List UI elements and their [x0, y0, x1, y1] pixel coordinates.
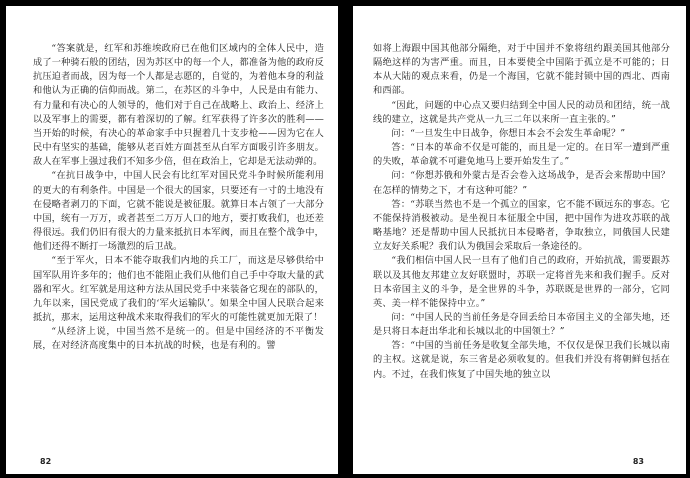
paragraph: “答案就是，红军和苏维埃政府已在他们区域内的全体人民中，造成了一种骑石般的团结，因为苏区中的每一个人，都准备为他的政府反抗压迫者而战，因为每一个人都是志愿的，自觉的，为着他本身的利益和他认为正确的信仰而战。第二，在苏区的斗争中，人民是由有能力、有力量和有决心的人领导的，他们对于自己在战略上、政治上、经济上以及军事上的需要，都有着深切的了解。红军获得了许多次的胜利——当开始的时候，有决心的革命家手中只握着几十支步枪——因为它在人民中有坚实的基础，能够从老百姓方面甚至从白军方面吸引许多朋友。敌人在军事上强过我们不知多少倍，但在政治上，它却是无法动弹的。	[33, 43, 324, 168]
paragraph: “我们相信中国人民一旦有了他们自己的政府，开始抗战，需要跟苏联以及其他友邦建立友好联盟时，苏联一定将首先来和我们握手。反对日本帝国主义的斗争，是全世界的斗争，苏联既是世界的一部分，它同英、美一样不能保持中立。”	[373, 255, 670, 309]
paragraph: “至于军火，日本不能夺取我们内地的兵工厂，而这是尽够供给中国军队用许多年的；他们也不能阻止我们从他们自己手中夺取大量的武器和军火。红军就是用这种方法从国民党手中来装备它现在的部队的，九年以来，国民党成了我们的‘军火运输队’。如果全中国人民联合起来抵抗，那末，运用这种战术来取得我们的军火的可能性就更加无限了！	[33, 255, 324, 323]
paragraph: 问：“中国人民的当前任务是夺回丢给日本帝国主义的全部失地，还是只将日本赶出华北和长城以北的中国领土？”	[373, 311, 670, 338]
paragraph: “从经济上说，中国当然不是统一的。但是中国经济的不平衡发展，在对经济高度集中的日本抗战的时候，也是有利的。譬	[33, 326, 324, 352]
paragraph: 如将上海跟中国其他部分隔绝，对于中国并不象将纽约跟美国其他部分隔绝这样的为害严重。而且，日本要使全中国陷于孤立是不可能的；日本从大陆的观点来看，仍是一个海国，它就不能封锁中国的西北、西南和西部。	[373, 43, 670, 97]
paragraph: 答：“日本的革命不仅是可能的，而且是一定的。在日军一遭到严重的失败，革命就不可避免地马上要开始发生了。”	[373, 142, 670, 168]
page-number: 82	[40, 457, 52, 466]
left-page	[6, 6, 338, 474]
paragraph: 答：“苏联当然也不是一个孤立的国家，它不能不顾远东的事态。它不能保持消极被动。是坐视日本征服全中国，把中国作为进攻苏联的战略基地？还是帮助中国人民抵抗日本侵略者，争取独立，同俄国人民建立友好关系呢？我们认为俄国会采取后一条途径的。	[373, 198, 670, 253]
paragraph: “在抗日战争中，中国人民会有比红军对国民党斗争时候所能利用的更大的有利条件。中国是一个很大的国家，只要还有一寸的土地没有在侵略者剥刀的下面，它就不能说是被征服。就算日本占领了一大部分中国，统有一万万，或者甚至二万万人口的地方，要打败我们，也还差得很远。我们仍旧有很大的力量来抵抗日本军阀，而且在整个战争中，他们还得不断打一场激烈的后卫战。	[33, 170, 324, 253]
paragraph: “因此，问题的中心点又要归结到全中国人民的动员和团结，统一战线的建立，这就是共产党从一九三二年以来所一直主张的。”	[373, 99, 670, 125]
paragraph: 问：“你想苏俄和外蒙古是否会卷入这场战争，是否会来帮助中国？在怎样的情势之下，才有这种可能？”	[373, 170, 670, 196]
right-page	[353, 6, 686, 474]
paragraph: 答：“中国的当前任务是收复全部失地，不仅仅是保卫我们长城以南的主权。这就是说，东三省是必须收复的。但我们并没有将朝鲜包括在内。不过，在我们恢复了中国失地的独立以	[373, 340, 670, 380]
page-number: 83	[632, 457, 644, 466]
paragraph: 问：“一旦发生中日战争，你想日本会不会发生革命呢？”	[391, 127, 626, 139]
